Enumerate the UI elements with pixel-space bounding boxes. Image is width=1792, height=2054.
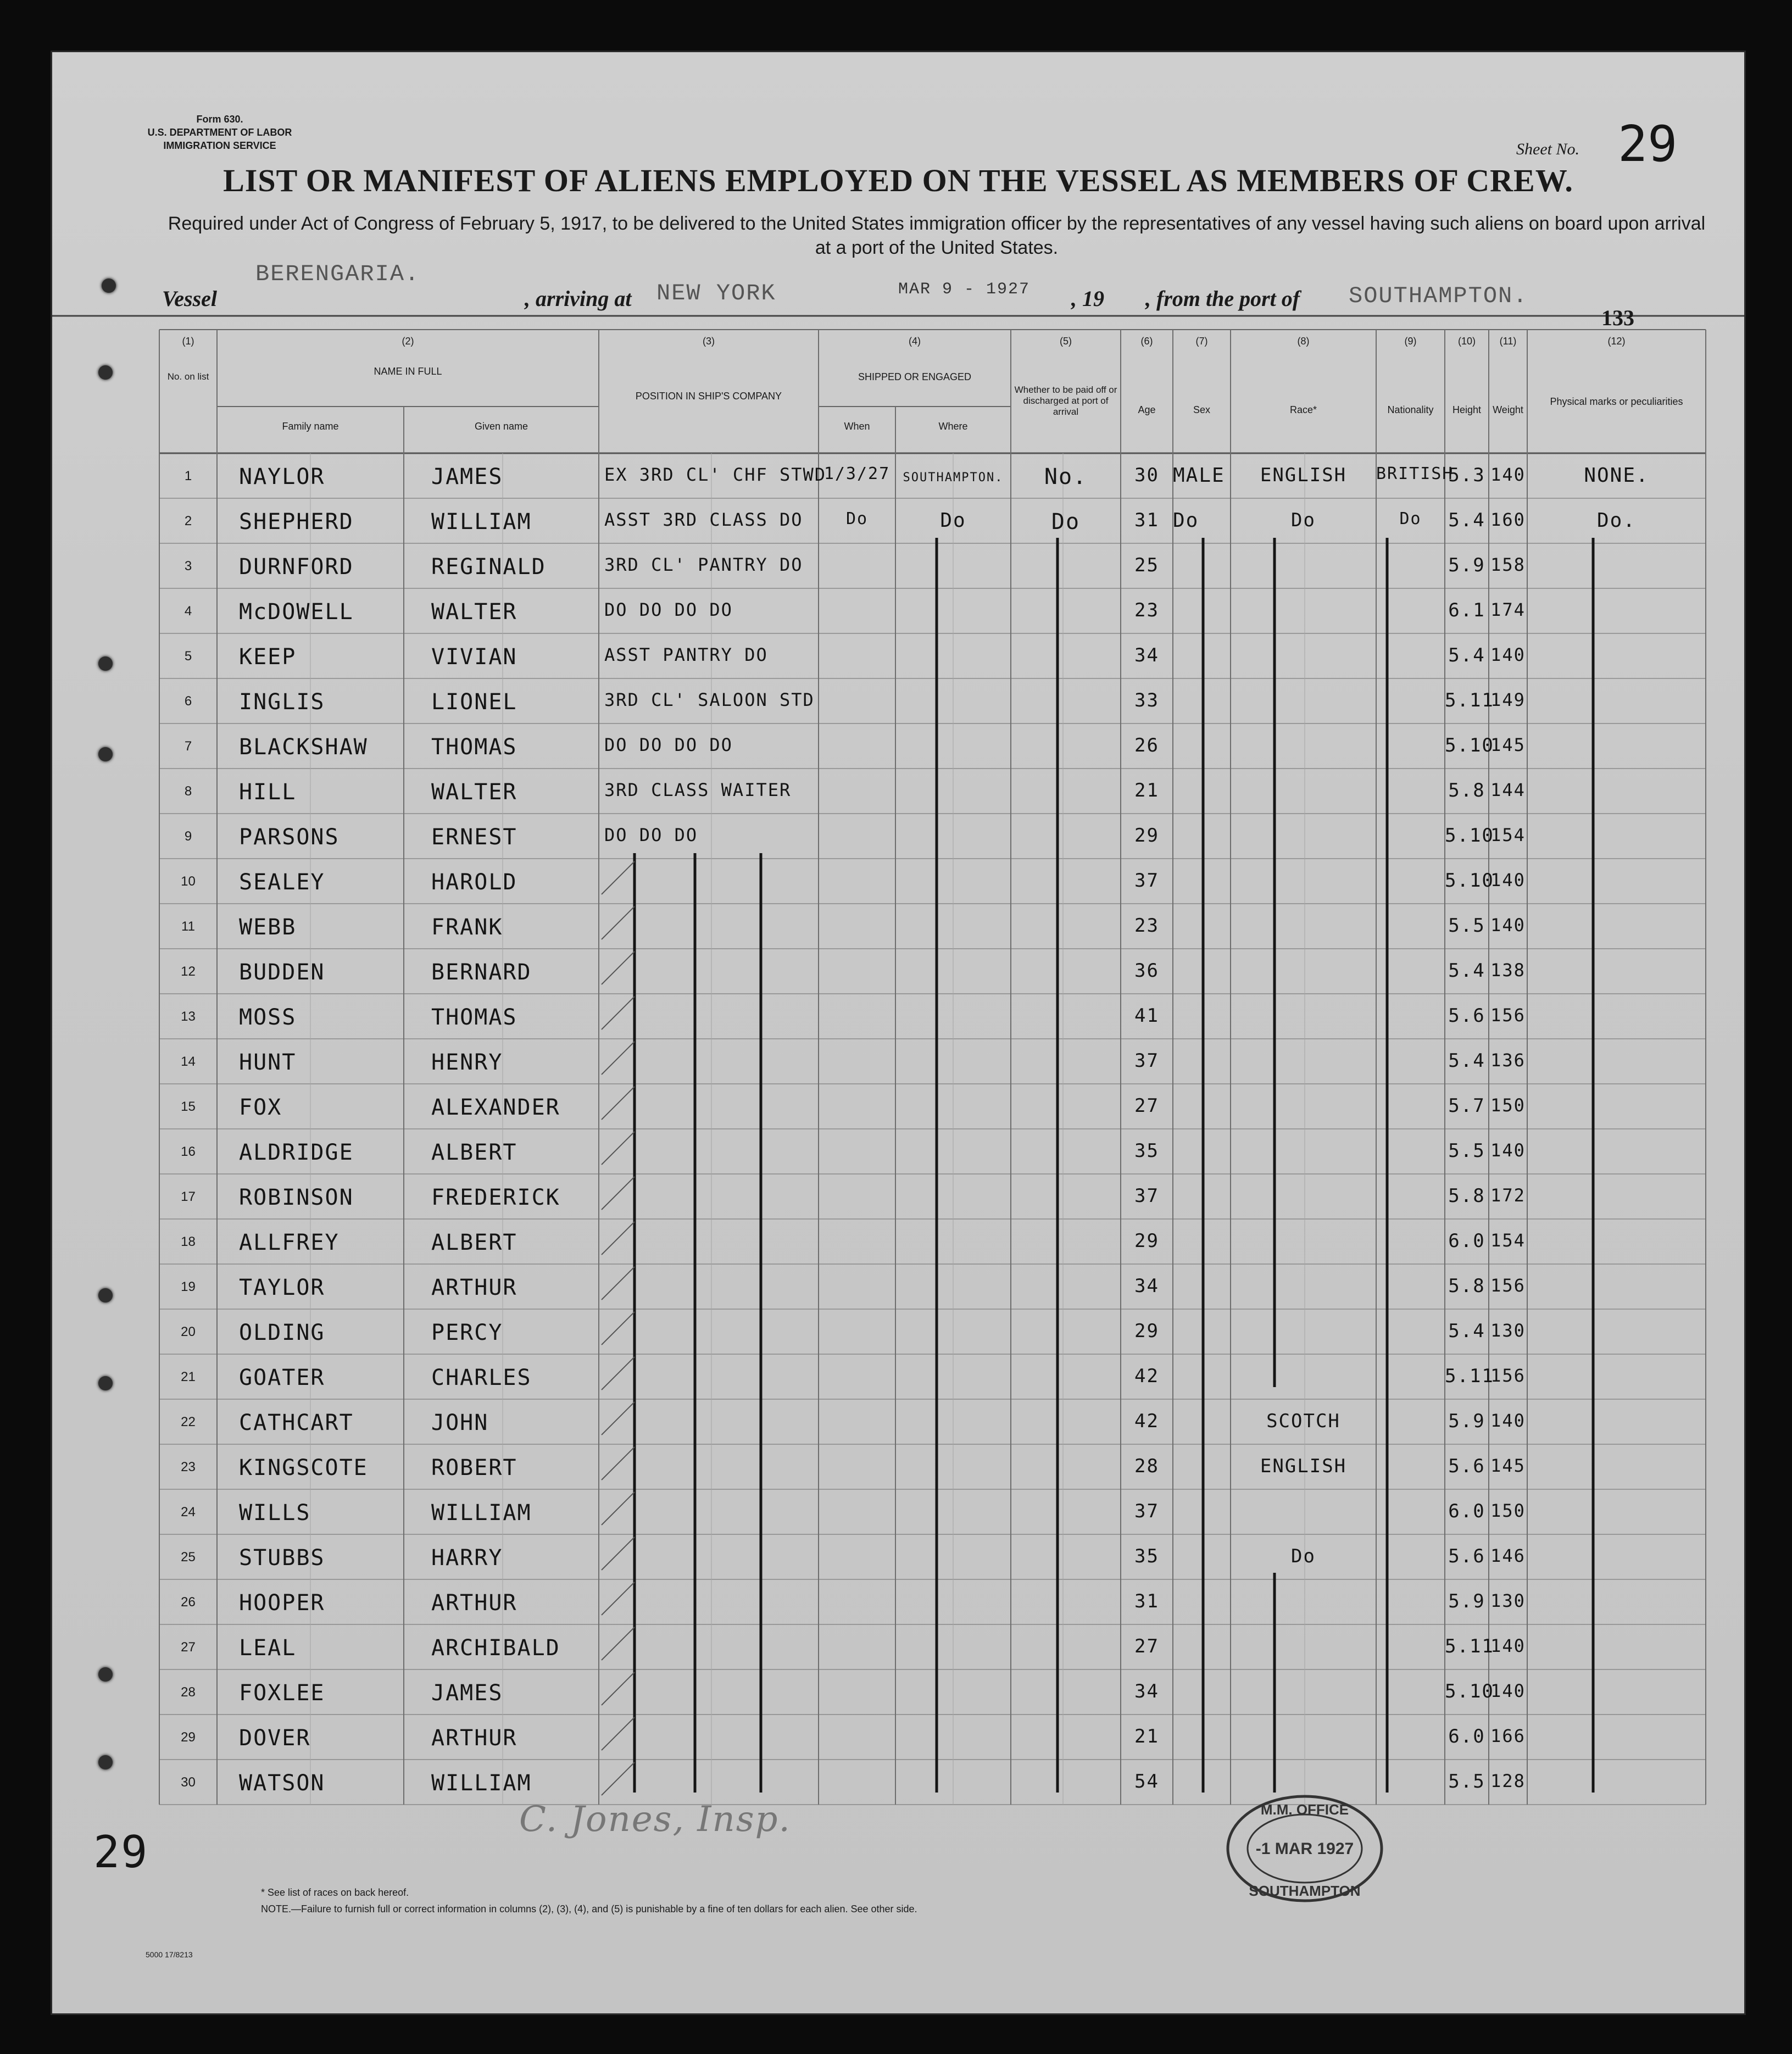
- check-mark: [602, 1357, 635, 1390]
- weight-cell: 146: [1490, 1545, 1526, 1566]
- row-number: 4: [184, 604, 192, 619]
- age-cell: 54: [1134, 1771, 1159, 1793]
- row-number: 18: [181, 1234, 196, 1249]
- height-cell: 5.6: [1448, 1005, 1485, 1027]
- col-header-given: Given name: [474, 421, 528, 432]
- family-name-cell: BLACKSHAW: [239, 734, 368, 760]
- binder-hole: [102, 279, 116, 293]
- position-cell: 3RD CLASS WAITER: [604, 780, 792, 800]
- weight-cell: 172: [1490, 1185, 1526, 1206]
- row-number: 7: [184, 739, 192, 754]
- given-name-cell: FRANK: [431, 915, 503, 940]
- weight-cell: 149: [1490, 689, 1526, 710]
- given-name-cell: BERNARD: [431, 960, 532, 985]
- age-cell: 26: [1134, 734, 1159, 756]
- given-name-cell: WILLIAM: [431, 1500, 532, 1526]
- margin-note: 29: [93, 1827, 149, 1878]
- binder-hole: [98, 1755, 113, 1769]
- height-cell: 5.9: [1448, 1410, 1485, 1432]
- check-mark: [602, 1627, 635, 1660]
- family-name-cell: CATHCART: [239, 1410, 354, 1435]
- race-cell: ENGLISH: [1260, 1455, 1347, 1477]
- weight-cell: 128: [1490, 1771, 1526, 1791]
- family-name-cell: STUBBS: [239, 1545, 325, 1571]
- check-mark: [602, 1537, 635, 1570]
- height-cell: 5.8: [1448, 780, 1485, 801]
- family-name-cell: WATSON: [239, 1771, 325, 1796]
- age-cell: 30: [1134, 464, 1159, 486]
- col-num-10: (10): [1457, 336, 1476, 347]
- age-cell: 23: [1134, 599, 1159, 621]
- shipped-when-cell: Do: [845, 509, 869, 528]
- weight-cell: 160: [1490, 509, 1526, 530]
- weight-cell: 150: [1490, 1500, 1526, 1521]
- age-cell: 34: [1134, 644, 1159, 666]
- races-footnote: * See list of races on back hereof.: [261, 1887, 409, 1898]
- position-cell: EX 3RD CL' CHF STWD: [604, 464, 827, 485]
- family-name-cell: BUDDEN: [239, 960, 325, 985]
- check-mark: [602, 1717, 635, 1750]
- family-name-cell: HILL: [239, 780, 297, 805]
- age-cell: 37: [1134, 1185, 1159, 1207]
- given-name-cell: ROBERT: [431, 1455, 517, 1480]
- col-header-paid-off: Whether to be paid off or discharged at port of arrival: [1014, 385, 1117, 417]
- nationality-cell: Do: [1399, 509, 1422, 528]
- department-name: U.S. DEPARTMENT OF LABOR: [147, 127, 292, 138]
- age-cell: 31: [1134, 509, 1159, 531]
- height-cell: 5.10: [1445, 1680, 1494, 1702]
- height-cell: 5.9: [1448, 1590, 1485, 1612]
- weight-cell: 140: [1490, 915, 1526, 936]
- given-name-cell: PERCY: [431, 1320, 503, 1345]
- height-cell: 5.4: [1448, 960, 1485, 982]
- row-number: 5: [184, 649, 192, 664]
- family-name-cell: PARSONS: [239, 825, 340, 850]
- weight-cell: 140: [1490, 1410, 1526, 1431]
- weight-cell: 136: [1490, 1050, 1526, 1071]
- family-name-cell: GOATER: [239, 1365, 325, 1390]
- weight-cell: 130: [1490, 1590, 1526, 1611]
- family-name-cell: McDOWELL: [239, 599, 354, 625]
- check-mark: [602, 1222, 635, 1255]
- height-cell: 5.4: [1448, 644, 1485, 666]
- family-name-cell: FOX: [239, 1095, 282, 1120]
- position-cell: 3RD CL' PANTRY DO: [604, 554, 803, 575]
- check-mark: [602, 1312, 635, 1345]
- family-name-cell: FOXLEE: [239, 1680, 325, 1706]
- weight-cell: 140: [1490, 870, 1526, 890]
- given-name-cell: WILLIAM: [431, 1771, 532, 1796]
- family-name-cell: KINGSCOTE: [239, 1455, 368, 1480]
- family-name-cell: DOVER: [239, 1725, 311, 1751]
- row-number: 12: [181, 964, 196, 979]
- vessel-name: BERENGARIA.: [255, 261, 420, 287]
- given-name-cell: ALBERT: [431, 1140, 517, 1165]
- check-mark: [602, 1267, 635, 1300]
- weight-cell: 156: [1490, 1275, 1526, 1296]
- age-cell: 21: [1134, 1725, 1159, 1747]
- check-mark: [602, 1177, 635, 1210]
- row-number: 14: [181, 1054, 196, 1069]
- family-name-cell: LEAL: [239, 1635, 297, 1661]
- height-cell: 5.7: [1448, 1095, 1485, 1117]
- col-header-position: POSITION IN SHIP'S COMPANY: [635, 391, 782, 402]
- age-cell: 28: [1134, 1455, 1159, 1477]
- list-number: 133: [1601, 305, 1634, 330]
- given-name-cell: WILLIAM: [431, 509, 532, 535]
- sheet-label: Sheet No.: [1516, 140, 1579, 158]
- given-name-cell: WALTER: [431, 599, 517, 625]
- check-mark: [602, 1042, 635, 1075]
- given-name-cell: ERNEST: [431, 825, 517, 850]
- check-mark: [602, 861, 635, 894]
- check-mark: [602, 1762, 635, 1795]
- height-cell: 5.10: [1445, 825, 1494, 847]
- sheet-number: 29: [1618, 115, 1678, 173]
- height-cell: 6.0: [1448, 1230, 1485, 1252]
- row-number: 6: [184, 694, 192, 709]
- age-cell: 27: [1134, 1095, 1159, 1117]
- col-header-name: NAME IN FULL: [374, 366, 442, 377]
- inspector-signature: C. Jones, Insp.: [519, 1799, 791, 1840]
- row-number: 13: [181, 1009, 196, 1024]
- binder-hole: [98, 1667, 113, 1682]
- age-cell: 35: [1134, 1545, 1159, 1567]
- height-cell: 5.3: [1448, 464, 1485, 486]
- family-name-cell: INGLIS: [239, 689, 325, 715]
- age-cell: 29: [1134, 1230, 1159, 1252]
- family-name-cell: NAYLOR: [239, 464, 325, 489]
- col-num-2: (2): [402, 336, 414, 347]
- race-cell: SCOTCH: [1266, 1410, 1340, 1432]
- col-header-race: Race*: [1289, 404, 1317, 415]
- binder-hole: [98, 365, 113, 380]
- weight-cell: 145: [1490, 1455, 1526, 1476]
- page-subtitle: Required under Act of Congress of February 5, 1917, to be delivered to the United States immigration officer by the representatives of any vessel having such aliens on board upon arrival at a port of the United States.: [168, 213, 1706, 258]
- age-cell: 25: [1134, 554, 1159, 576]
- col-header-height: Height: [1452, 404, 1482, 415]
- row-number: 10: [181, 874, 196, 889]
- row-number: 17: [181, 1189, 196, 1204]
- weight-cell: 166: [1490, 1725, 1526, 1746]
- given-name-cell: ARTHUR: [431, 1725, 517, 1751]
- height-cell: 6.1: [1448, 599, 1485, 621]
- col-header-marks: Physical marks or peculiarities: [1550, 396, 1683, 407]
- given-name-cell: JAMES: [431, 1680, 503, 1706]
- col-header-sex: Sex: [1193, 404, 1211, 415]
- marks-cell: Do.: [1596, 509, 1637, 532]
- check-mark: [602, 1447, 635, 1480]
- height-cell: 6.0: [1448, 1725, 1485, 1747]
- age-cell: 31: [1134, 1590, 1159, 1612]
- position-cell: ASST 3RD CLASS DO: [604, 509, 803, 530]
- family-name-cell: SEALEY: [239, 870, 325, 895]
- from-port-label: , from the port of: [1145, 286, 1300, 311]
- height-cell: 5.6: [1448, 1455, 1485, 1477]
- sex-cell: Do: [1173, 509, 1199, 532]
- height-cell: 5.5: [1448, 1771, 1485, 1793]
- race-cell: Do: [1291, 1545, 1316, 1567]
- weight-cell: 154: [1490, 1230, 1526, 1251]
- col-header-no: No. on list: [167, 371, 209, 382]
- given-name-cell: ARTHUR: [431, 1590, 517, 1616]
- given-name-cell: JAMES: [431, 464, 503, 489]
- row-number: 3: [184, 559, 192, 574]
- arriving-label: , arriving at: [525, 286, 632, 311]
- col-header-weight: Weight: [1493, 404, 1523, 415]
- check-mark: [602, 951, 635, 984]
- position-cell: 3RD CL' SALOON STD: [604, 689, 815, 710]
- col-num-6: (6): [1140, 336, 1153, 347]
- departure-port: SOUTHAMPTON.: [1349, 283, 1528, 309]
- nationality-cell: BRITISH: [1376, 464, 1454, 483]
- weight-cell: 156: [1490, 1005, 1526, 1026]
- family-name-cell: HOOPER: [239, 1590, 325, 1616]
- shipped-where-cell: SOUTHAMPTON.: [903, 471, 1004, 485]
- binder-hole: [98, 1288, 113, 1302]
- marks-cell: NONE.: [1584, 464, 1649, 487]
- row-number: 20: [181, 1324, 196, 1339]
- weight-cell: 144: [1490, 780, 1526, 800]
- row-number: 2: [184, 514, 192, 528]
- paid-off-cell: Do: [1051, 509, 1081, 535]
- shipped-when-cell: 1/3/27: [823, 464, 891, 483]
- form-header-block: [135, 113, 305, 152]
- binder-hole: [98, 1376, 113, 1390]
- col-header-age: Age: [1138, 404, 1156, 415]
- age-cell: 42: [1134, 1365, 1159, 1387]
- family-name-cell: ALLFREY: [239, 1230, 340, 1255]
- weight-cell: 140: [1490, 464, 1526, 485]
- given-name-cell: ALEXANDER: [431, 1095, 560, 1120]
- weight-cell: 158: [1490, 554, 1526, 575]
- weight-cell: 140: [1490, 1680, 1526, 1701]
- col-num-4: (4): [909, 336, 921, 347]
- check-mark: [602, 1672, 635, 1705]
- position-cell: DO DO DO: [604, 825, 698, 845]
- arrival-port: NEW YORK: [656, 280, 776, 307]
- age-cell: 42: [1134, 1410, 1159, 1432]
- height-cell: 5.9: [1448, 554, 1485, 576]
- row-number: 21: [181, 1370, 196, 1384]
- age-cell: 37: [1134, 1500, 1159, 1522]
- weight-cell: 154: [1490, 825, 1526, 845]
- row-number: 22: [181, 1415, 196, 1429]
- manifest-sheet: [52, 52, 1744, 2013]
- age-cell: 34: [1134, 1275, 1159, 1297]
- check-mark: [602, 906, 635, 939]
- col-header-shipped: SHIPPED OR ENGAGED: [858, 371, 972, 382]
- race-cell: ENGLISH: [1260, 464, 1347, 486]
- family-name-cell: OLDING: [239, 1320, 325, 1345]
- binder-hole: [98, 747, 113, 761]
- given-name-cell: FREDERICK: [431, 1185, 560, 1210]
- family-name-cell: SHEPHERD: [239, 509, 354, 535]
- print-code: 5000 17/8213: [146, 1950, 193, 1959]
- check-mark: [602, 1087, 635, 1120]
- row-number: 30: [181, 1775, 196, 1790]
- position-cell: DO DO DO DO: [604, 599, 733, 620]
- row-number: 16: [181, 1144, 196, 1159]
- height-cell: 5.4: [1448, 1050, 1485, 1072]
- position-cell: ASST PANTRY DO: [604, 644, 768, 665]
- age-cell: 23: [1134, 915, 1159, 937]
- page-title: LIST OR MANIFEST OF ALIENS EMPLOYED ON THE VESSEL AS MEMBERS OF CREW.: [223, 163, 1573, 198]
- family-name-cell: WILLS: [239, 1500, 311, 1526]
- weight-cell: 150: [1490, 1095, 1526, 1116]
- height-cell: 5.11: [1445, 1365, 1494, 1387]
- family-name-cell: ALDRIDGE: [239, 1140, 354, 1165]
- stamp-place-text: SOUTHAMPTON: [1249, 1883, 1361, 1899]
- year-label: , 19: [1071, 286, 1104, 311]
- height-cell: 5.5: [1448, 1140, 1485, 1162]
- row-number: 9: [184, 829, 192, 844]
- family-name-cell: TAYLOR: [239, 1275, 325, 1300]
- age-cell: 29: [1134, 825, 1159, 847]
- col-num-12: (12): [1607, 336, 1626, 347]
- row-number: 28: [181, 1685, 196, 1700]
- given-name-cell: WALTER: [431, 780, 517, 805]
- row-number: 1: [184, 469, 192, 483]
- height-cell: 5.11: [1445, 1635, 1494, 1657]
- height-cell: 5.4: [1448, 1320, 1485, 1342]
- weight-cell: 140: [1490, 644, 1526, 665]
- binder-hole: [98, 656, 113, 671]
- col-num-1: (1): [182, 336, 194, 347]
- height-cell: 5.10: [1445, 870, 1494, 892]
- col-num-5: (5): [1060, 336, 1072, 347]
- check-mark: [602, 1492, 635, 1525]
- given-name-cell: THOMAS: [431, 1005, 517, 1030]
- given-name-cell: JOHN: [431, 1410, 489, 1435]
- row-number: 8: [184, 784, 192, 799]
- stamp-date-text: -1 MAR 1927: [1255, 1840, 1354, 1858]
- height-cell: 5.6: [1448, 1545, 1485, 1567]
- vessel-label: Vessel: [162, 286, 217, 311]
- col-header-where: Where: [938, 421, 968, 432]
- age-cell: 41: [1134, 1005, 1159, 1027]
- weight-cell: 156: [1490, 1365, 1526, 1386]
- row-number: 25: [181, 1550, 196, 1565]
- check-mark: [602, 1132, 635, 1165]
- age-cell: 37: [1134, 1050, 1159, 1072]
- height-cell: 5.5: [1448, 915, 1485, 937]
- height-cell: 5.8: [1448, 1275, 1485, 1297]
- family-name-cell: HUNT: [239, 1050, 297, 1075]
- given-name-cell: LIONEL: [431, 689, 517, 715]
- given-name-cell: ARTHUR: [431, 1275, 517, 1300]
- row-number: 19: [181, 1279, 196, 1294]
- age-cell: 21: [1134, 780, 1159, 801]
- sex-cell: MALE: [1173, 464, 1225, 487]
- row-number: 29: [181, 1730, 196, 1745]
- age-cell: 36: [1134, 960, 1159, 982]
- col-header-nationality: Nationality: [1387, 404, 1434, 415]
- given-name-cell: ARCHIBALD: [431, 1635, 560, 1661]
- col-header-family: Family name: [282, 421, 339, 432]
- row-number: 26: [181, 1595, 196, 1610]
- race-cell: Do: [1291, 509, 1316, 531]
- weight-cell: 174: [1490, 599, 1526, 620]
- weight-cell: 138: [1490, 960, 1526, 981]
- office-stamp: [1225, 1794, 1384, 1903]
- service-name: IMMIGRATION SERVICE: [163, 140, 276, 151]
- height-cell: 5.11: [1445, 689, 1494, 711]
- check-mark: [602, 1402, 635, 1435]
- col-header-when: When: [844, 421, 870, 432]
- position-cell: DO DO DO DO: [604, 734, 733, 755]
- row-number: 11: [181, 919, 195, 934]
- weight-cell: 140: [1490, 1635, 1526, 1656]
- row-number: 24: [181, 1505, 196, 1519]
- arrival-date: MAR 9 - 1927: [898, 280, 1031, 299]
- age-cell: 33: [1134, 689, 1159, 711]
- given-name-cell: HENRY: [431, 1050, 503, 1075]
- height-cell: 5.4: [1448, 509, 1485, 531]
- paid-off-cell: No.: [1044, 464, 1088, 489]
- shipped-where-cell: Do: [940, 509, 966, 532]
- col-num-8: (8): [1297, 336, 1310, 347]
- given-name-cell: HAROLD: [431, 870, 517, 895]
- age-cell: 34: [1134, 1680, 1159, 1702]
- family-name-cell: ROBINSON: [239, 1185, 354, 1210]
- family-name-cell: DURNFORD: [239, 554, 354, 580]
- age-cell: 29: [1134, 1320, 1159, 1342]
- age-cell: 37: [1134, 870, 1159, 892]
- age-cell: 35: [1134, 1140, 1159, 1162]
- given-name-cell: ALBERT: [431, 1230, 517, 1255]
- check-mark: [602, 997, 635, 1029]
- given-name-cell: CHARLES: [431, 1365, 532, 1390]
- stamp-office-text: M.M. OFFICE: [1260, 1801, 1349, 1818]
- col-num-3: (3): [703, 336, 715, 347]
- given-name-cell: REGINALD: [431, 554, 546, 580]
- given-name-cell: VIVIAN: [431, 644, 517, 670]
- family-name-cell: KEEP: [239, 644, 297, 670]
- check-mark: [602, 1582, 635, 1615]
- col-num-9: (9): [1404, 336, 1417, 347]
- age-cell: 27: [1134, 1635, 1159, 1657]
- height-cell: 5.10: [1445, 734, 1494, 756]
- given-name-cell: HARRY: [431, 1545, 503, 1571]
- row-number: 23: [181, 1460, 196, 1474]
- col-num-7: (7): [1195, 336, 1208, 347]
- height-cell: 5.8: [1448, 1185, 1485, 1207]
- penalty-note: NOTE.—Failure to furnish full or correct information in columns (2), (3), (4), and (5) is punishable by a fine of ten dollars for each alien. See other side.: [261, 1903, 917, 1914]
- row-number: 15: [181, 1099, 196, 1114]
- col-num-11: (11): [1499, 336, 1517, 347]
- weight-cell: 140: [1490, 1140, 1526, 1161]
- row-number: 27: [181, 1640, 196, 1655]
- given-name-cell: THOMAS: [431, 734, 517, 760]
- weight-cell: 130: [1490, 1320, 1526, 1341]
- family-name-cell: MOSS: [239, 1005, 297, 1030]
- weight-cell: 145: [1490, 734, 1526, 755]
- form-number: Form 630.: [196, 114, 243, 125]
- family-name-cell: WEBB: [239, 915, 297, 940]
- height-cell: 6.0: [1448, 1500, 1485, 1522]
